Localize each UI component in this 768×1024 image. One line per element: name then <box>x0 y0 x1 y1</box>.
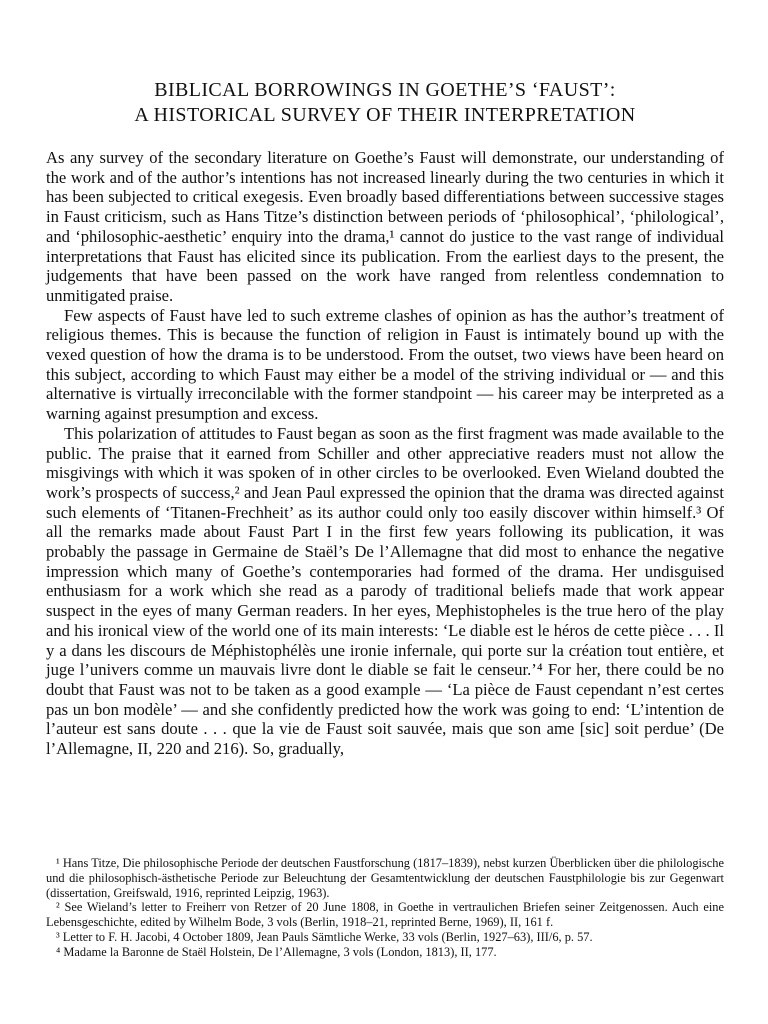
article-title <box>46 78 724 128</box>
title-line-2: A HISTORICAL SURVEY OF THEIR INTERPRETATION <box>134 104 636 126</box>
footnote: ⁴ Madame la Baronne de Staël Holstein, De l’Allemagne, 3 vols (London, 1813), II, 177. <box>56 944 497 959</box>
article <box>46 78 724 759</box>
paragraph: This polarization of attitudes to Faust began as soon as the first fragment was made available to the public. The praise that it earned from Schiller and other appreciative readers must not allow the misgivings with which it was spoken of in other circles to be overlooked. Even Wieland doubted the work’s prospects of success,² and Jean Paul expressed the opinion that the drama was directed against such elements of ‘Titanen-Frechheit’ as its author could only too easily discover within himself.³ Of all the remarks made about Faust Part I in the first few years following its publication, it was probably the passage in Germaine de Staël’s De l’Allemagne that did most to enhance the negative impression which many of Goethe’s contemporaries had formed of the drama. Her undisguised enthusiasm for a work which she read as a parody of traditional beliefs made that work appear suspect in the eyes of many German readers. In her eyes, Mephistopheles is the true hero of the play and his ironical view of the world one of its main interests: ‘Le diable est le héros de cette pièce . . . Il y a dans les discours de Méphistophélès une ironie infernale, qui porte sur la création tout entière, et juge l’univers comme un mauvais livre dont le diable se fait le censeur.’⁴ For her, there could be no doubt that Faust was not to be taken as a good example — ‘La pièce de Faust cependant n’est certes pas un bon modèle’ — and she confidently predicted how the work was going to end: ‘L’intention de l’auteur est sans doute . . . que la vie de Faust soit sauvée, mais que son ame [sic] soit perdue’ (De l’Allemagne, II, 220 and 216). So, gradually, <box>46 423 724 759</box>
paragraph: Few aspects of Faust have led to such extreme clashes of opinion as has the author’s treatment of religious themes. This is because the function of religion in Faust is intimately bound up with the vexed question of how the drama is to be understood. From the outset, two views have been heard on this subject, according to which Faust may either be a model of the striving individual or — and this alternative is virtually irreconcilable with the former standpoint — his career may be interpreted as a warning against presumption and excess. <box>46 305 724 424</box>
article-body <box>46 148 724 759</box>
footnote: ³ Letter to F. H. Jacobi, 4 October 1809, Jean Pauls Sämtliche Werke, 33 vols (Berlin, 1927–63), III/6, p. 57. <box>56 929 593 944</box>
footnotes <box>46 856 724 960</box>
paragraph: As any survey of the secondary literature on Goethe’s Faust will demonstrate, our understanding of the work and of the author’s intentions has not increased linearly during the two centuries in which it has been subjected to critical exegesis. Even broadly based differentiations between successive stages in Faust criticism, such as Hans Titze’s distinction between periods of ‘philosophical’, ‘philological’, and ‘philosophic-aesthetic’ enquiry into the drama,¹ cannot do justice to the vast range of individual interpretations that Faust has elicited since its publication. From the earliest days to the present, the judgements that have been passed on the work have ranged from relentless condemnation to unmitigated praise. <box>46 148 724 305</box>
footnote: ¹ Hans Titze, Die philosophische Periode der deutschen Faustforschung (1817–1839), nebst kurzen Überblicken über die philologische und die philosophisch-ästhetische Periode zur Beleuchtung der Gesamtentwicklung der deutschen Faustphilologie bis zur Gegenwart (dissertation, Greifswald, 1916, reprinted Leipzig, 1963). <box>46 856 724 900</box>
footnote: ² See Wieland’s letter to Freiherr von Retzer of 20 June 1808, in Goethe in vertraulichen Briefen seiner Zeitgenossen. Auch eine Lebensgeschichte, edited by Wilhelm Bode, 3 vols (Berlin, 1918–21, reprinted Berne, 1969), II, 161 f. <box>46 900 724 930</box>
title-line-1: BIBLICAL BORROWINGS IN GOETHE’S ‘FAUST’: <box>154 79 616 101</box>
